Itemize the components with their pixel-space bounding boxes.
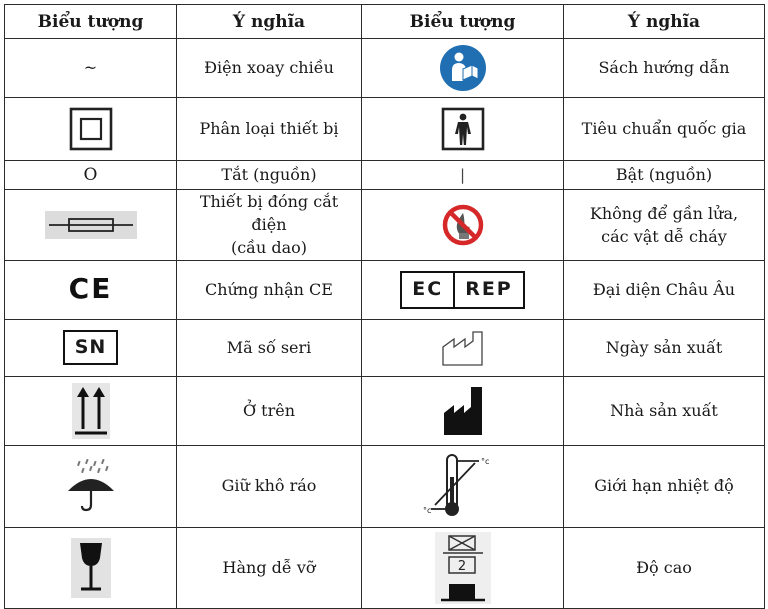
upper-temp-unit: °c (480, 457, 489, 467)
symbol-table (4, 4, 765, 609)
ec-text: EC (402, 273, 455, 307)
meaning-cell: Tắt (nguồn) (177, 161, 362, 190)
header-meaning: Ý nghĩa (177, 5, 362, 39)
meaning-cell: Điện xoay chiều (177, 39, 362, 98)
fuse-icon (5, 190, 177, 261)
meaning-line: (cầu dao) (230, 238, 308, 258)
header-meaning-2: Ý nghĩa (564, 5, 765, 39)
meaning-line: Thiết bị đóng cắt điện (199, 192, 339, 235)
meaning-cell (177, 190, 362, 261)
power-off-icon (5, 161, 177, 190)
header-row (5, 5, 765, 39)
manufacturer-icon (362, 376, 564, 445)
keep-dry-icon (5, 445, 177, 527)
alternating-current-icon (5, 39, 177, 98)
serial-number-text: SN (63, 330, 119, 366)
table-row (5, 98, 765, 161)
meaning-cell: Chứng nhận CE (177, 260, 362, 319)
meaning-cell: Đại diện Châu Âu (564, 260, 765, 319)
table-row (5, 527, 765, 608)
temperature-limit-icon (362, 445, 564, 527)
meaning-cell (564, 190, 765, 261)
stacking-limit-icon (362, 527, 564, 608)
ce-mark-text: CE (68, 272, 113, 306)
table-row (5, 445, 765, 527)
double-insulation-icon (5, 98, 177, 161)
rep-text: REP (465, 277, 513, 300)
meaning-cell: Nhà sản xuất (564, 376, 765, 445)
table-row (5, 260, 765, 319)
meaning-cell: Mã số seri (177, 319, 362, 376)
meaning-cell: Phân loại thiết bị (177, 98, 362, 161)
power-on-icon (362, 161, 564, 190)
meaning-line: Không để gần lửa, (589, 203, 739, 223)
manufacture-date-icon (362, 319, 564, 376)
header-symbol: Biểu tượng (5, 5, 177, 39)
meaning-cell: Giữ khô ráo (177, 445, 362, 527)
ce-mark-icon (5, 260, 177, 319)
type-b-applied-part-icon (362, 98, 564, 161)
meaning-cell: Độ cao (564, 527, 765, 608)
no-flammables-icon (362, 190, 564, 261)
meaning-cell: Hàng dễ vỡ (177, 527, 362, 608)
stack-number: 2 (457, 558, 466, 574)
table-row (5, 319, 765, 376)
this-way-up-icon (5, 376, 177, 445)
table-row (5, 376, 765, 445)
meaning-line: các vật dễ cháy (601, 226, 727, 246)
serial-number-icon (5, 319, 177, 376)
instruction-manual-icon (362, 39, 564, 98)
fragile-icon (5, 527, 177, 608)
alternating-current-glyph: ~ (83, 58, 98, 78)
table-row (5, 190, 765, 261)
table-row (5, 39, 765, 98)
meaning-cell: Giới hạn nhiệt độ (564, 445, 765, 527)
meaning-cell: Sách hướng dẫn (564, 39, 765, 98)
table-row (5, 161, 765, 190)
meaning-cell: Bật (nguồn) (564, 161, 765, 190)
power-off-glyph: O (83, 164, 98, 185)
header-symbol-2: Biểu tượng (362, 5, 564, 39)
lower-temp-unit: °c (422, 506, 431, 516)
meaning-cell: Ở trên (177, 376, 362, 445)
meaning-cell: Tiêu chuẩn quốc gia (564, 98, 765, 161)
meaning-cell: Ngày sản xuất (564, 319, 765, 376)
power-on-glyph: | (459, 166, 466, 185)
ec-rep-icon (362, 260, 564, 319)
